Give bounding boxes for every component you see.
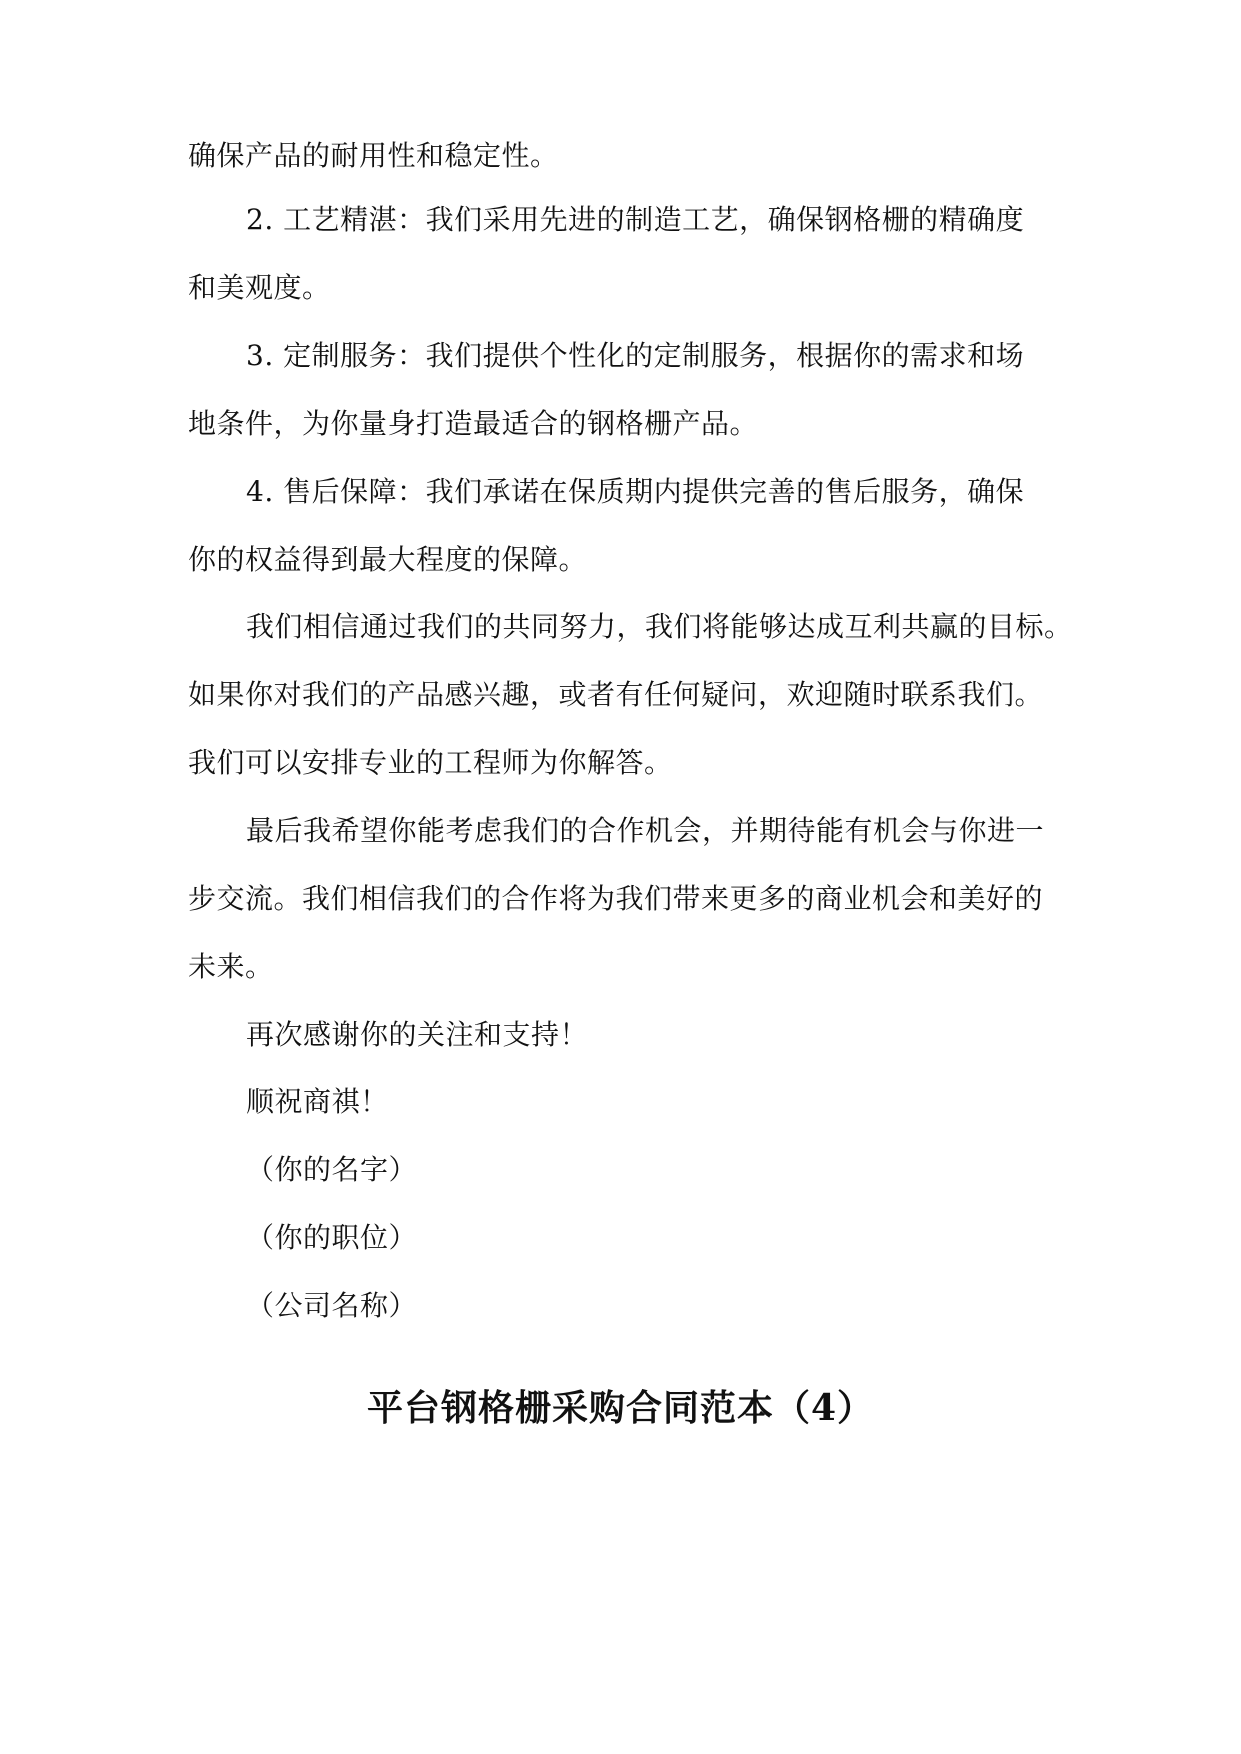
- body-line: 你的权益得到最大程度的保障。: [188, 543, 588, 576]
- list-item-3-line: 3. 定制服务：我们提供个性化的定制服务，根据你的需求和场: [246, 339, 1025, 372]
- signature-name: （你的名字）: [246, 1153, 418, 1186]
- list-item-2-line: 2. 工艺精湛：我们采用先进的制造工艺，确保钢格栅的精确度: [246, 203, 1025, 236]
- paragraph-line: 最后我希望你能考虑我们的合作机会，并期待能有机会与你进一: [246, 814, 1045, 847]
- body-line: 确保产品的耐用性和稳定性。: [188, 139, 559, 172]
- list-item-4-line: 4. 售后保障：我们承诺在保质期内提供完善的售后服务，确保: [246, 475, 1025, 508]
- body-line: 地条件，为你量身打造最适合的钢格栅产品。: [188, 407, 759, 440]
- body-line: 如果你对我们的产品感兴趣，或者有任何疑问，欢迎随时联系我们。: [188, 678, 1044, 711]
- body-line: 未来。: [188, 950, 274, 983]
- body-line: 和美观度。: [188, 271, 331, 304]
- signature-company: （公司名称）: [246, 1289, 418, 1322]
- closing-line: 再次感谢你的关注和支持！: [246, 1018, 589, 1051]
- section-title: 平台钢格栅采购合同范本（4）: [366, 1387, 875, 1429]
- body-line: 步交流。我们相信我们的合作将为我们带来更多的商业机会和美好的: [188, 882, 1044, 915]
- signature-position: （你的职位）: [246, 1221, 418, 1254]
- body-line: 我们可以安排专业的工程师为你解答。: [188, 746, 673, 779]
- salutation: 顺祝商祺！: [246, 1085, 389, 1118]
- paragraph-line: 我们相信通过我们的共同努力，我们将能够达成互利共赢的目标。: [246, 610, 1073, 643]
